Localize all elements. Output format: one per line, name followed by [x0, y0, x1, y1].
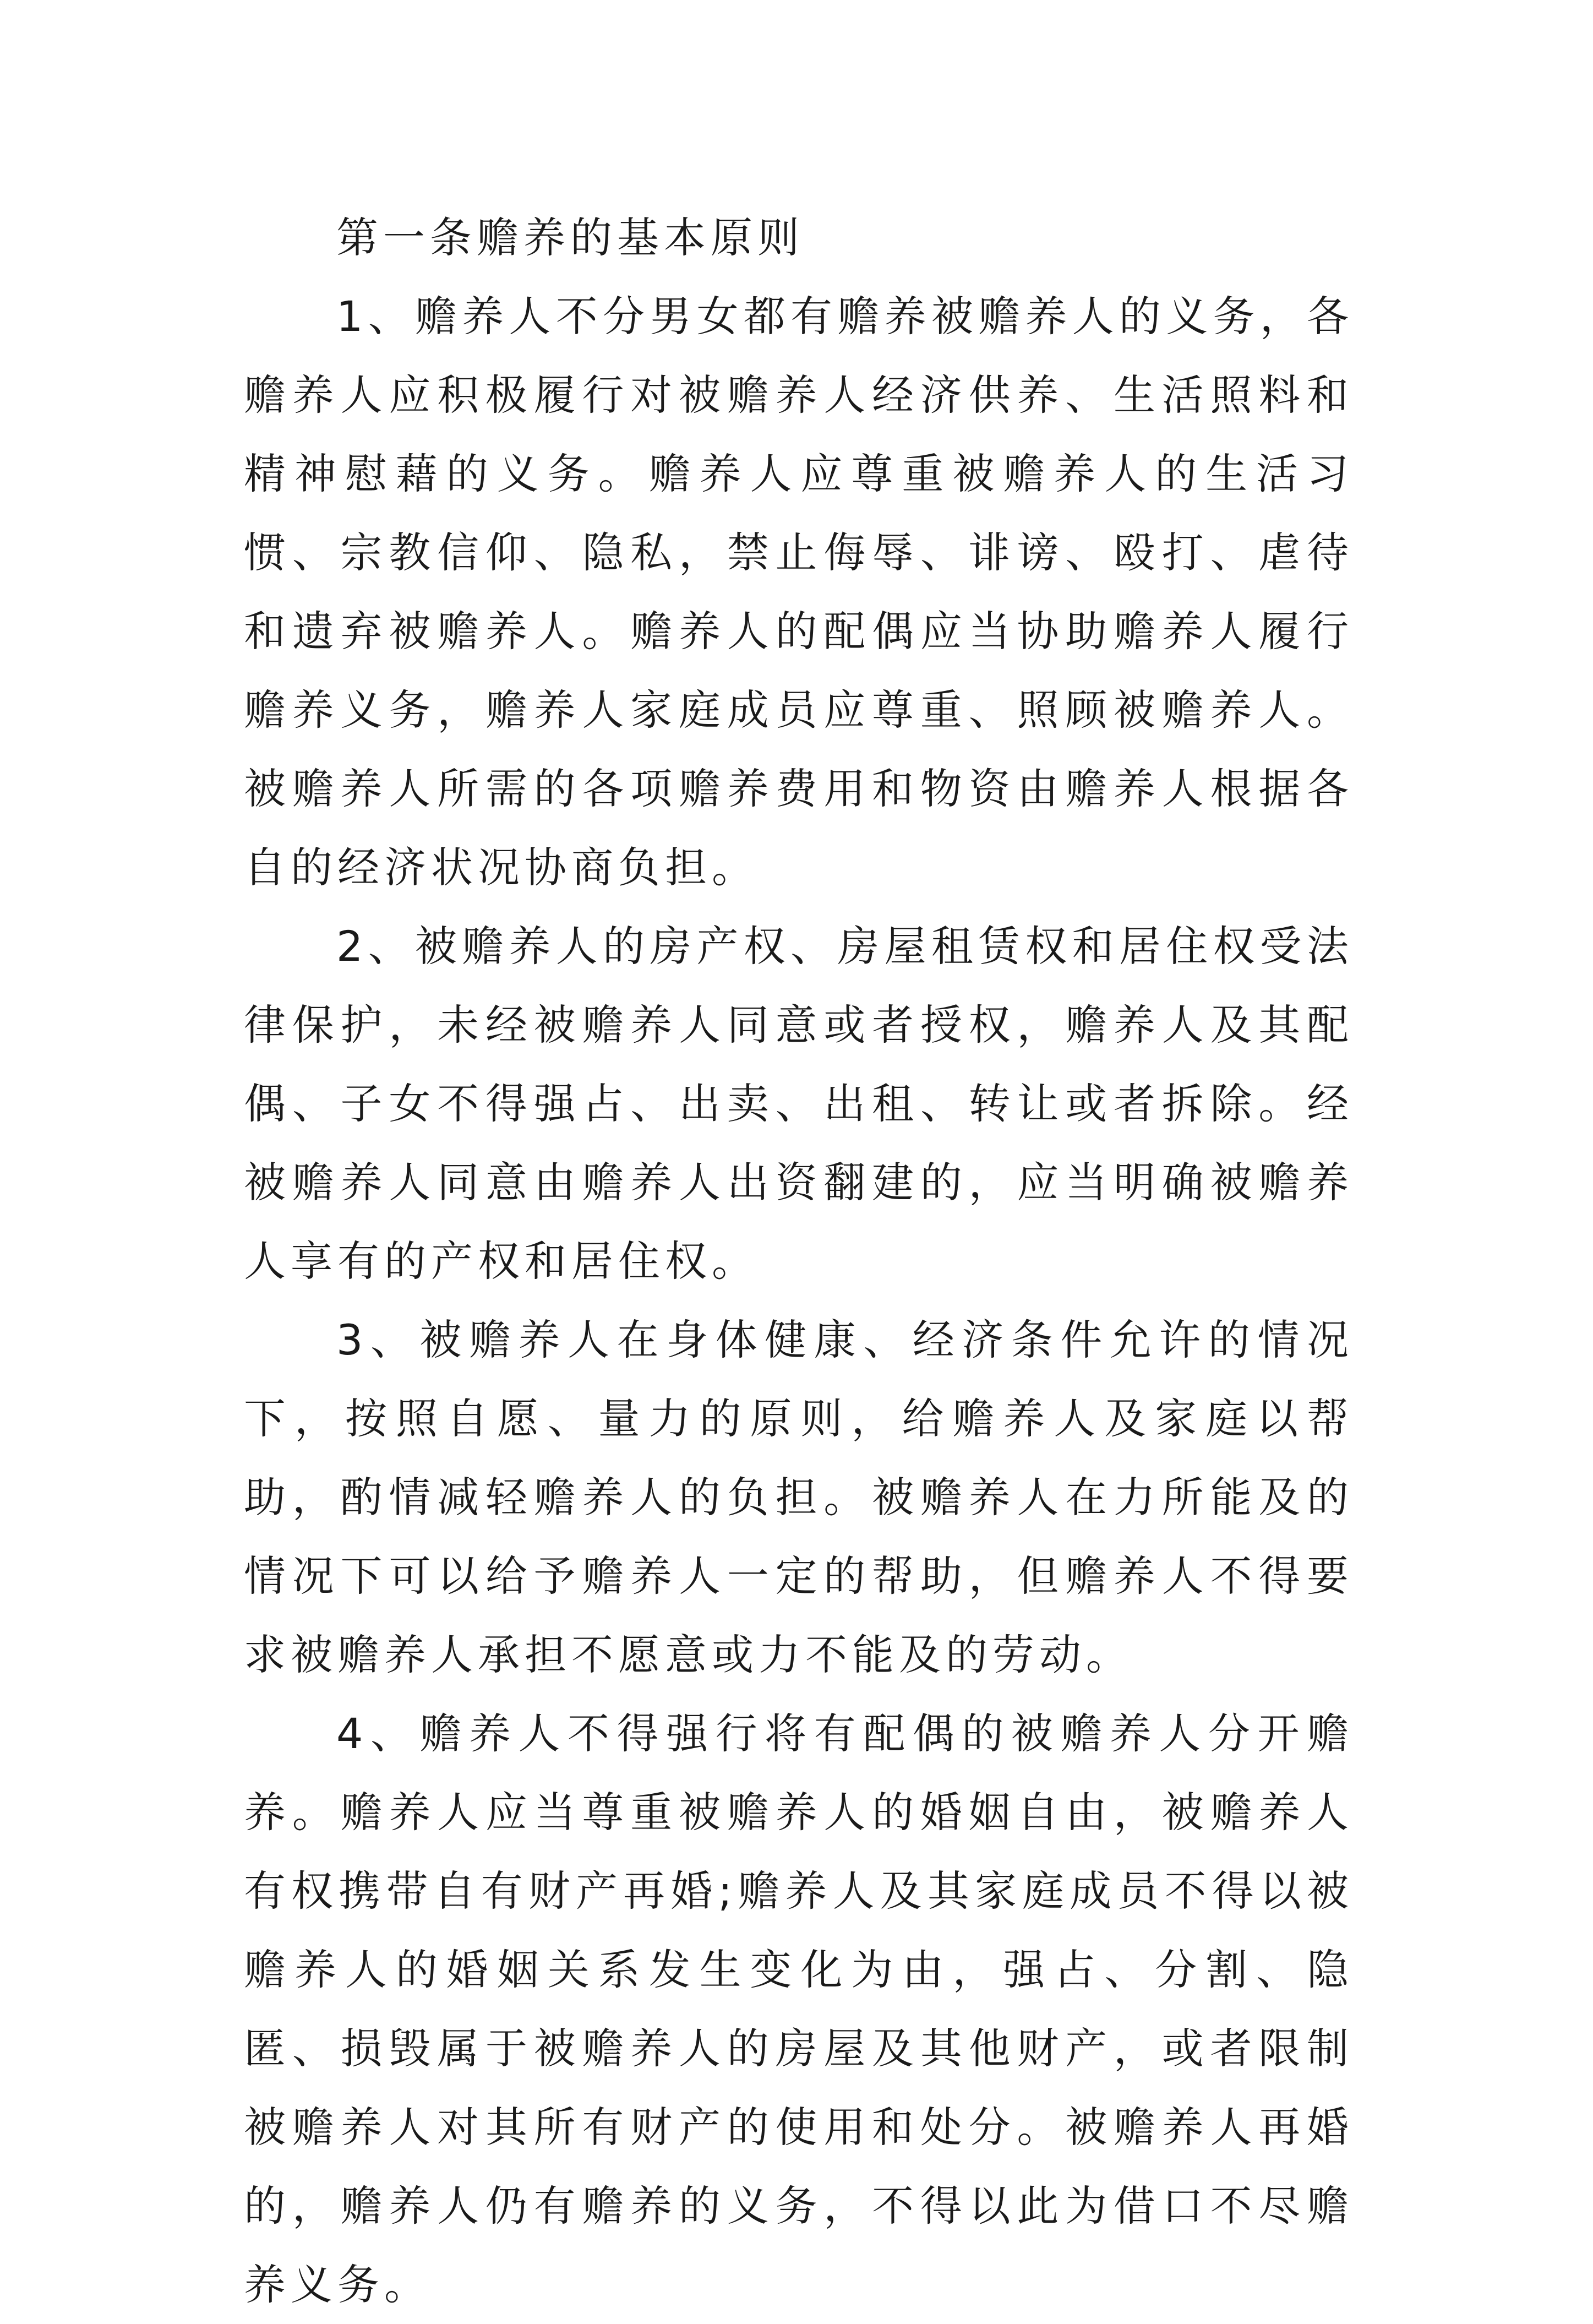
document-body	[244, 198, 1354, 2324]
paragraph-3: 3、被赡养人在身体健康、经济条件允许的情况下，按照自愿、量力的原则，给赡养人及家庭以帮助，酌情减轻赡养人的负担。被赡养人在力所能及的情况下可以给予赡养人一定的帮助，但赡养人不得要求被赡养人承担不愿意或力不能及的劳动。	[244, 1315, 1354, 1679]
paragraph-1: 1、赡养人不分男女都有赡养被赡养人的义务，各赡养人应积极履行对被赡养人经济供养、生活照料和精神慰藉的义务。赡养人应尊重被赡养人的生活习惯、宗教信仰、隐私，禁止侮辱、诽谤、殴打、虐待和遗弃被赡养人。赡养人的配偶应当协助赡养人履行赡养义务，赡养人家庭成员应尊重、照顾被赡养人。被赡养人所需的各项赡养费用和物资由赡养人根据各自的经济状况协商负担。	[244, 292, 1354, 892]
paragraph-2: 2、被赡养人的房产权、房屋租赁权和居住权受法律保护，未经被赡养人同意或者授权，赡养人及其配偶、子女不得强占、出卖、出租、转让或者拆除。经被赡养人同意由赡养人出资翻建的，应当明确被赡养人享有的产权和居住权。	[244, 922, 1354, 1286]
paragraph-4: 4、赡养人不得强行将有配偶的被赡养人分开赡养。赡养人应当尊重被赡养人的婚姻自由，被赡养人有权携带自有财产再婚;赡养人及其家庭成员不得以被赡养人的婚姻关系发生变化为由，强占、分割、隐匿、损毁属于被赡养人的房屋及其他财产，或者限制被赡养人对其所有财产的使用和处分。被赡养人再婚的，赡养人仍有赡养的义务，不得以此为借口不尽赡养义务。	[244, 1709, 1354, 2309]
section-title: 第一条赡养的基本原则	[336, 213, 804, 262]
